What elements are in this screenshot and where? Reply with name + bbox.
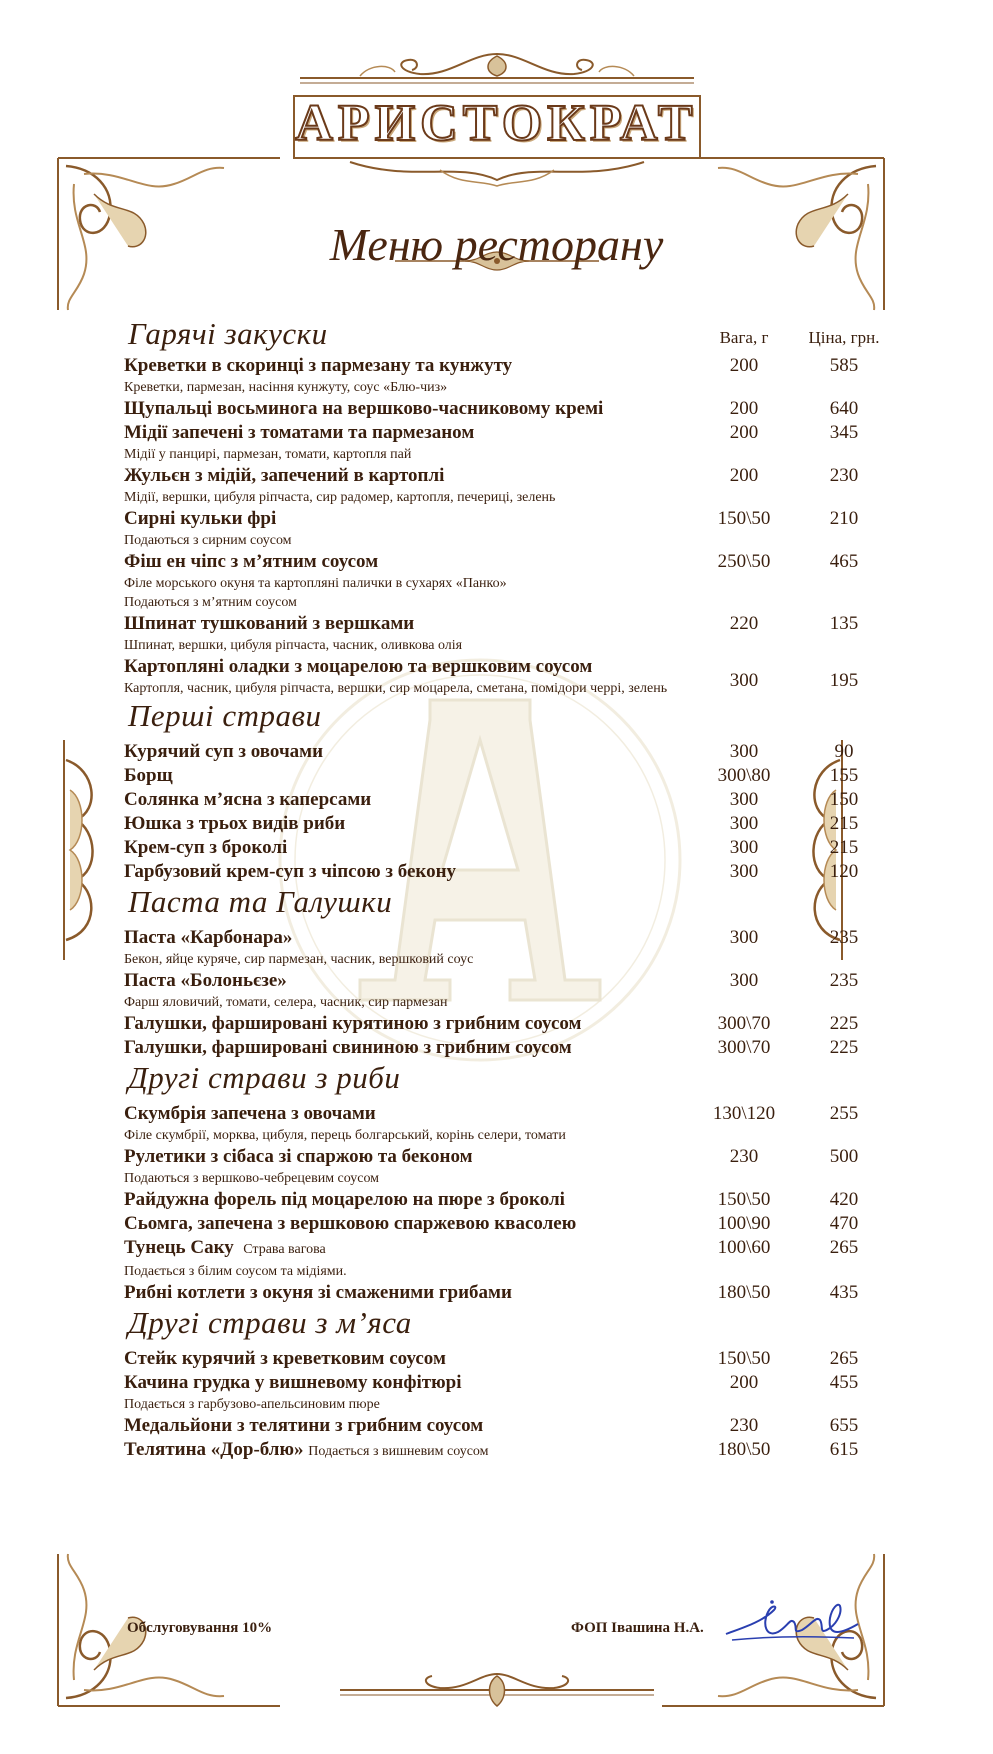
item-price: 585 (829, 355, 859, 376)
item-description: Мідії у панцирі, пармезан, томати, картопля пай (124, 447, 412, 462)
section-header (124, 316, 884, 354)
item-weight: 300\70 (717, 1037, 771, 1058)
item-price: 455 (829, 1372, 859, 1393)
item-weight: 150\50 (717, 508, 771, 529)
item-description: Подаються з сирним соусом (124, 533, 292, 548)
menu-item (124, 969, 884, 1012)
item-weight: 180\50 (717, 1439, 771, 1460)
price-column-header: Ціна, грн. (808, 328, 880, 347)
menu-item (124, 1371, 884, 1414)
item-name: Креветки в скоринці з пармезану та кунжуту (124, 355, 513, 376)
item-description: Подається з білим соусом та мідіями. (124, 1264, 347, 1279)
item-weight: 300 (729, 813, 759, 834)
section-header (124, 698, 884, 740)
item-description: Подаються з вершково-чебрецевим соусом (124, 1171, 380, 1186)
item-price: 655 (829, 1415, 859, 1436)
menu-item (124, 1102, 884, 1145)
menu-item (124, 1347, 884, 1371)
menu-item (124, 464, 884, 507)
item-name: Юшка з трьох видів риби (124, 813, 346, 834)
item-name: Сьомга, запечена з вершковою спаржевою квасолею (124, 1213, 577, 1234)
item-price: 135 (829, 613, 859, 634)
item-price: 210 (829, 508, 859, 529)
item-name: Телятина «Дор-блю» (124, 1439, 304, 1460)
menu-item (124, 550, 884, 612)
item-name: Жульєн з мідій, запечений в картоплі (124, 465, 445, 486)
item-description: Бекон, яйце куряче, сир пармезан, часник, вершковий соус (124, 952, 474, 967)
item-name: Сирні кульки фрі (124, 508, 277, 529)
item-description: Подається з гарбузово-апельсиновим пюре (124, 1397, 380, 1412)
item-price: 500 (829, 1146, 859, 1167)
item-weight: 230 (729, 1146, 759, 1167)
item-name: Щупальці восьминога на вершково-часниковому кремі (124, 398, 604, 419)
item-name: Шпинат тушкований з вершками (124, 613, 415, 634)
menu-item (124, 1414, 884, 1438)
menu-item (124, 354, 884, 397)
item-weight: 300 (729, 970, 759, 991)
item-description: Мідії, вершки, цибуля ріпчаста, сир радомер, картопля, печериці, зелень (124, 490, 556, 505)
item-description: Креветки, пармезан, насіння кунжуту, соус «Блю-чиз» (124, 380, 448, 395)
item-weight: 100\90 (717, 1213, 771, 1234)
menu-subtitle: Меню ресторану (329, 219, 664, 270)
menu-item (124, 812, 884, 836)
item-name: Качина грудка у вишневому конфітюрі (124, 1372, 462, 1393)
bottom-ornament (340, 1670, 654, 1712)
item-price: 235 (829, 970, 859, 991)
item-name: Рибні котлети з окуня зі смаженими грибами (124, 1282, 512, 1303)
item-name-row (124, 1236, 674, 1262)
menu-item (124, 1236, 884, 1281)
item-weight: 300 (729, 789, 759, 810)
item-name: Гарбузовий крем-суп з чіпсою з бекону (124, 861, 457, 882)
menu-item (124, 397, 884, 421)
item-price: 235 (829, 927, 859, 948)
item-price: 90 (834, 741, 854, 762)
item-price: 265 (829, 1348, 859, 1369)
service-charge-note: Обслуговування 10% (127, 1620, 273, 1636)
menu-item (124, 1281, 884, 1305)
menu-item (124, 612, 884, 655)
item-price: 470 (829, 1213, 859, 1234)
item-price: 215 (829, 837, 859, 858)
item-price: 195 (829, 670, 859, 691)
section-header (124, 1060, 884, 1102)
item-price: 465 (829, 551, 859, 572)
item-name: Солянка м’ясна з каперсами (124, 789, 372, 810)
menu-item (124, 836, 884, 860)
section-title: Другі страви з м’яса (128, 1305, 412, 1340)
item-price: 230 (829, 465, 859, 486)
item-name: Паста «Карбонара» (124, 927, 293, 948)
menu-content (124, 316, 884, 1464)
side-ornament-left (56, 740, 106, 960)
item-price: 435 (829, 1282, 859, 1303)
menu-item (124, 1036, 884, 1060)
item-name: Галушки, фаршировані свининою з грибним соусом (124, 1037, 572, 1058)
item-name: Борщ (124, 765, 173, 786)
signature-image (722, 1598, 862, 1648)
item-price: 225 (829, 1037, 859, 1058)
item-weight: 200 (729, 465, 759, 486)
item-description: Шпинат, вершки, цибуля ріпчаста, часник, оливкова олія (124, 638, 463, 653)
weight-column-header: Вага, г (719, 328, 769, 347)
menu-item (124, 1188, 884, 1212)
item-price: 345 (829, 422, 859, 443)
item-weight: 250\50 (717, 551, 771, 572)
item-description: Картопля, часник, цибуля ріпчаста, вершки, сир моцарела, сметана, помідори черрі, зелень (124, 681, 668, 696)
section-title: Другі страви з риби (128, 1060, 401, 1095)
item-description: Філе скумбрії, морква, цибуля, перець болгарський, корінь селери, томати (124, 1128, 566, 1143)
item-price: 420 (829, 1189, 859, 1210)
item-name: Рулетики з сібаса зі спаржою та беконом (124, 1146, 473, 1167)
brand-logo (0, 95, 993, 152)
item-name: Скумбрія запечена з овочами (124, 1103, 376, 1124)
item-weight: 300\70 (717, 1013, 771, 1034)
menu-item (124, 740, 884, 764)
item-name: Мідії запечені з томатами та пармезаном (124, 422, 475, 443)
menu-item (124, 788, 884, 812)
section-title: Перші страви (128, 698, 322, 733)
item-price: 150 (829, 789, 859, 810)
item-price: 255 (829, 1103, 859, 1124)
item-inline-note: Страва вагова (243, 1242, 326, 1257)
item-inline-note: Подається з вишневим соусом (308, 1444, 489, 1459)
item-name: Курячий суп з овочами (124, 741, 324, 762)
menu-item (124, 926, 884, 969)
brand-title: АРИСТОКРАТ (295, 95, 698, 152)
section-header (124, 884, 884, 926)
item-price: 265 (829, 1237, 859, 1258)
item-weight: 300 (729, 861, 759, 882)
item-price: 225 (829, 1013, 859, 1034)
item-weight: 200 (729, 355, 759, 376)
menu-item (124, 860, 884, 884)
section-title: Паста та Галушки (128, 884, 393, 919)
item-name: Крем-суп з броколі (124, 837, 288, 858)
menu-item (124, 421, 884, 464)
item-price: 640 (829, 398, 859, 419)
item-weight: 300\80 (717, 765, 771, 786)
item-name: Стейк курячий з креветковим соусом (124, 1348, 446, 1369)
item-description: Філе морського окуня та картопляні палички в сухарях «Панко» (124, 576, 507, 591)
item-weight: 220 (729, 613, 759, 634)
item-description-extra: Подаються з м’ятним соусом (124, 595, 297, 610)
item-name: Тунець Саку (124, 1237, 234, 1258)
item-weight: 300 (729, 927, 759, 948)
item-price: 215 (829, 813, 859, 834)
section-title: Гарячі закуски (128, 316, 328, 351)
item-weight: 200 (729, 398, 759, 419)
item-price: 615 (829, 1439, 859, 1460)
item-weight: 300 (729, 670, 759, 691)
item-weight: 150\50 (717, 1348, 771, 1369)
item-weight: 200 (729, 1372, 759, 1393)
item-name: Райдужна форель під моцарелою на пюре з броколі (124, 1189, 565, 1210)
item-weight: 180\50 (717, 1282, 771, 1303)
item-price: 155 (829, 765, 859, 786)
menu-item (124, 655, 884, 698)
item-weight: 300 (729, 741, 759, 762)
item-name: Галушки, фаршировані курятиною з грибним соусом (124, 1013, 582, 1034)
item-name-row (124, 1438, 674, 1464)
item-weight: 100\60 (717, 1237, 771, 1258)
item-weight: 230 (729, 1415, 759, 1436)
menu-item (124, 1438, 884, 1464)
item-name: Фіш ен чіпс з м’ятним соусом (124, 551, 379, 572)
item-description: Фарш яловичий, томати, селера, часник, сир пармезан (124, 995, 448, 1010)
item-weight: 200 (729, 422, 759, 443)
menu-item (124, 1212, 884, 1236)
menu-item (124, 1012, 884, 1036)
menu-item (124, 1145, 884, 1188)
item-weight: 130\120 (712, 1103, 776, 1124)
item-name: Картопляні оладки з моцарелою та вершковим соусом (124, 656, 593, 677)
menu-item (124, 507, 884, 550)
item-name: Паста «Болоньєзе» (124, 970, 287, 991)
item-weight: 300 (729, 837, 759, 858)
section-header (124, 1305, 884, 1347)
owner-name: ФОП Івашина Н.А. (571, 1620, 704, 1636)
item-name: Медальйони з телятини з грибним соусом (124, 1415, 484, 1436)
item-price: 120 (829, 861, 859, 882)
menu-item (124, 764, 884, 788)
item-weight: 150\50 (717, 1189, 771, 1210)
